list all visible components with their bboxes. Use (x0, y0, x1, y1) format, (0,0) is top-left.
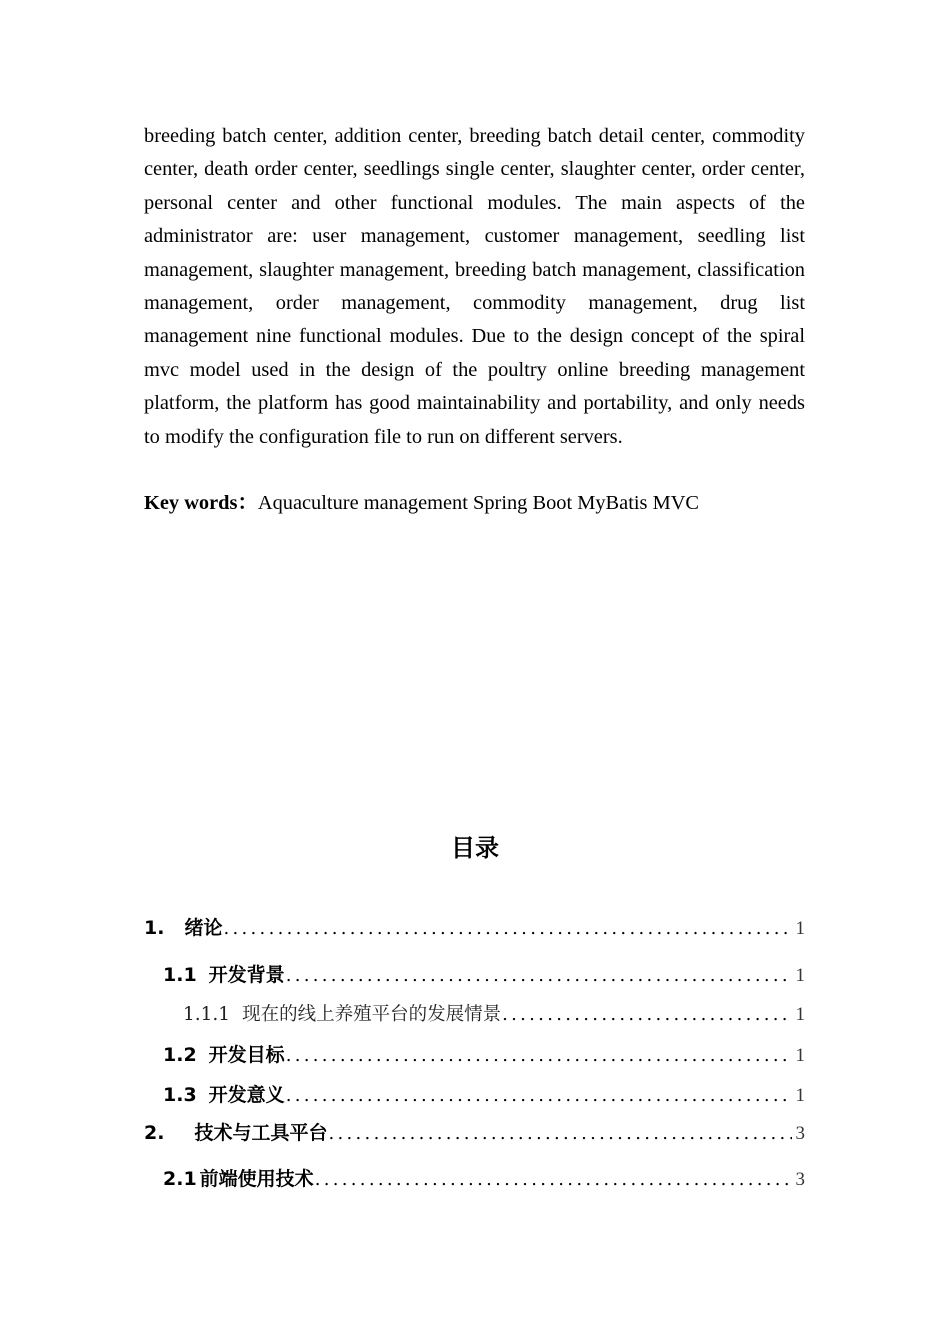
toc-entry-title: 开发背景 (208, 964, 285, 986)
toc-dot-leader (223, 916, 791, 942)
toc-entry-number: 1.3 (163, 1084, 197, 1106)
toc-entry-title: 绪论 (184, 917, 223, 939)
toc-dot-leader (502, 1002, 791, 1028)
toc-dot-leader (286, 963, 792, 989)
toc-entry-number: 2.1 (163, 1168, 197, 1190)
toc-entry-title: 开发目标 (208, 1044, 285, 1066)
toc-entry-1-1[interactable] (163, 962, 805, 988)
toc-dot-leader (328, 1121, 791, 1147)
toc-entry-page: 3 (795, 1123, 805, 1144)
toc-entry-title: 技术与工具平台 (194, 1122, 328, 1144)
abstract-paragraph: breeding batch center, addition center, breeding batch detail center, commodity center, death order center, seedlings single center, slaughter center, order center, personal center and other functional modules. The main aspects of the administrator are: user management, customer management, seedling list management, slaughter management, breeding batch management, classification management, order management, commodity management, drug list management nine functional modules. Due to the design concept of the spiral mvc model used in the design of the poultry online breeding management platform, the platform has good maintainability and portability, and only needs to modify the configuration file to run on different servers. (144, 125, 805, 448)
keywords-line (144, 487, 844, 520)
toc-entry-1-1-1[interactable] (183, 1002, 805, 1028)
toc-entry-page: 1 (795, 1085, 805, 1106)
toc-dot-leader (315, 1167, 792, 1193)
toc-entry-number: 1.2 (163, 1044, 197, 1066)
toc-dot-leader (286, 1083, 792, 1109)
toc-entry-2[interactable] (144, 1120, 805, 1146)
toc-entry-1-2[interactable] (163, 1042, 805, 1068)
toc-entry-title: 开发意义 (208, 1084, 285, 1106)
toc-entry-number: 2. (144, 1122, 165, 1144)
toc-entry-page: 1 (795, 1045, 805, 1066)
toc-entry-1[interactable] (144, 915, 805, 941)
toc-entry-page: 1 (795, 1004, 805, 1025)
toc-entry-number: 1. (144, 917, 165, 939)
toc-entry-1-3[interactable] (163, 1082, 805, 1108)
keywords-label: Key words： (144, 492, 258, 514)
keywords-value: Aquaculture management Spring Boot MyBatis MVC (257, 492, 700, 514)
toc-entry-title: 前端使用技术 (199, 1168, 314, 1190)
toc-entry-title: 现在的线上养殖平台的发展情景 (242, 1004, 502, 1025)
toc-entry-page: 1 (795, 918, 805, 939)
toc-dot-leader (286, 1043, 792, 1069)
toc-entry-number: 1.1 (163, 964, 197, 986)
toc-entry-number: 1.1.1 (183, 1004, 231, 1025)
toc-entry-page: 3 (795, 1169, 805, 1190)
toc-title: 目录 (451, 834, 499, 862)
toc-entry-2-1[interactable] (163, 1166, 805, 1192)
toc-entry-page: 1 (795, 965, 805, 986)
